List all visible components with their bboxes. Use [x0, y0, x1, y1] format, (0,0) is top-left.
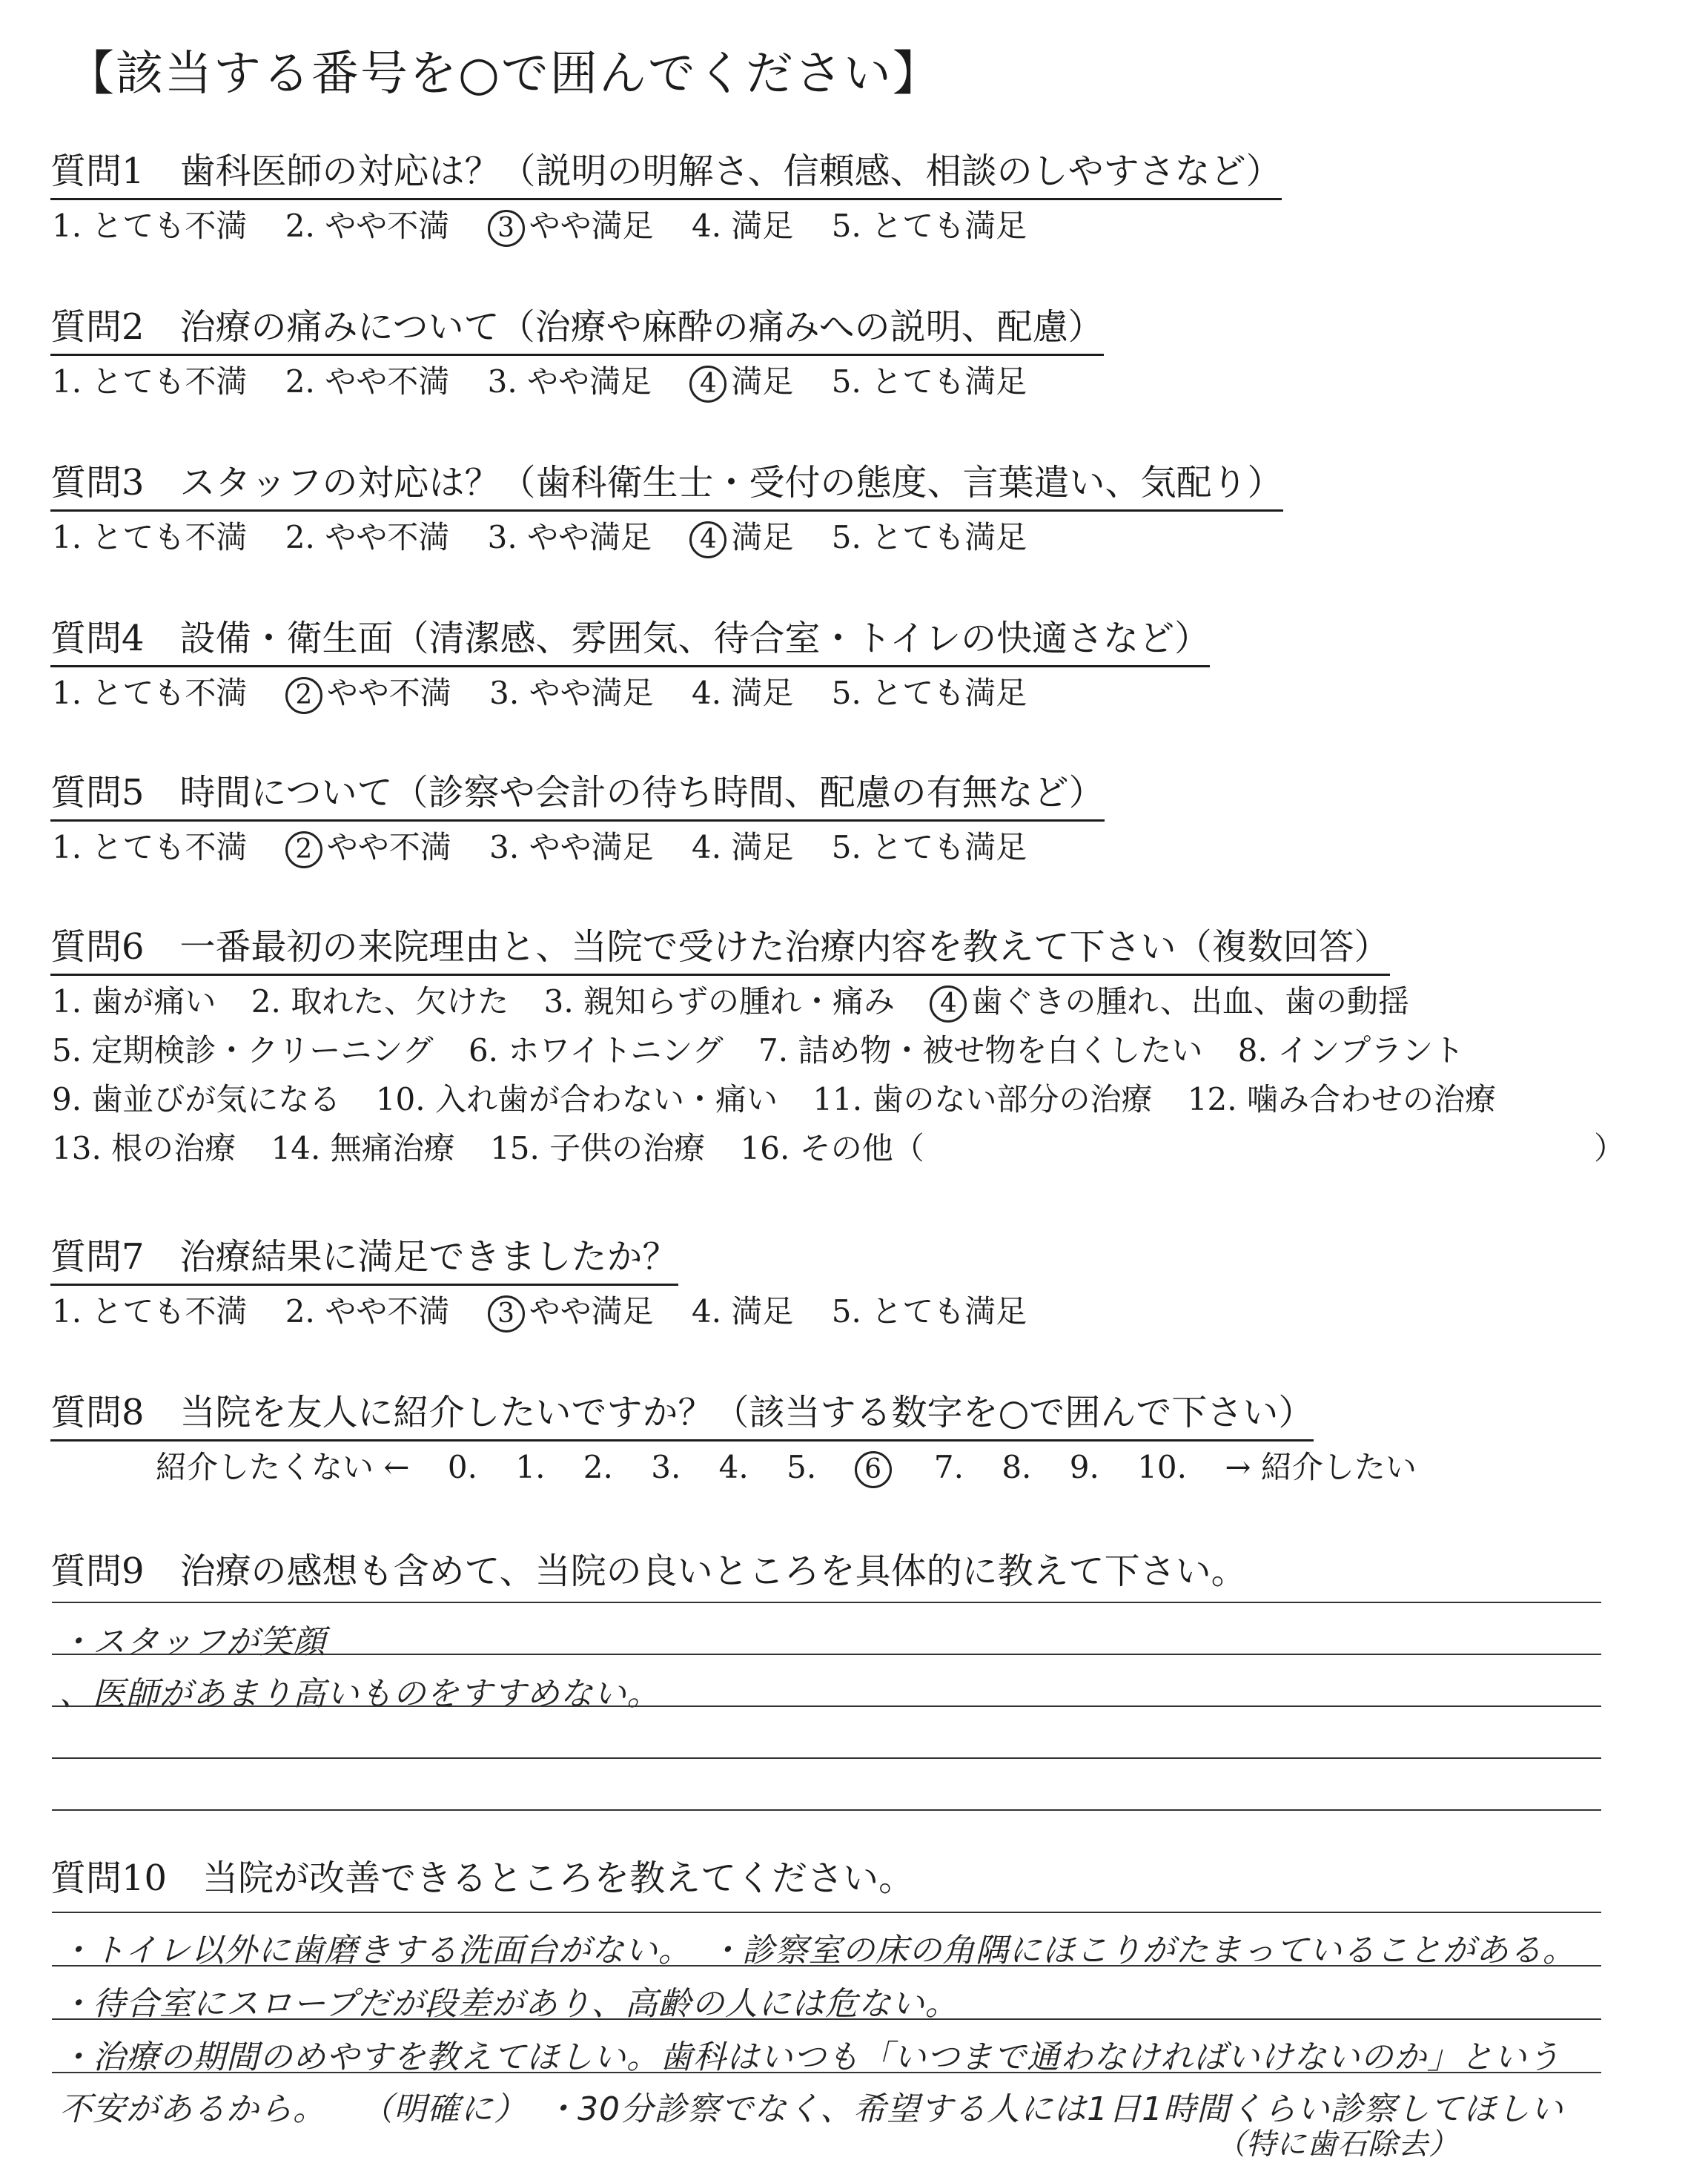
q4-option-3[interactable]: 3. やや満足	[489, 675, 654, 711]
q6-option-16[interactable]: 16. その他（	[740, 1130, 924, 1166]
selection-circle: 6	[855, 1451, 892, 1488]
q2-option-2[interactable]: 2. やや不満	[285, 363, 450, 400]
q6-option-13[interactable]: 13. 根の治療	[52, 1130, 236, 1166]
q6-line-2	[52, 1026, 1489, 1071]
q8-scale-0[interactable]: 0.	[447, 1449, 477, 1485]
q7-option-5[interactable]: 5. とても満足	[831, 1293, 1027, 1330]
q6-option-11[interactable]: 11. 歯のない部分の治療	[812, 1081, 1153, 1117]
q7-title: 質問7 治療結果に満足できましたか？	[50, 1228, 678, 1286]
q6-line-3	[52, 1075, 1521, 1120]
q6-option-10[interactable]: 10. 入れ歯が合わない・痛い	[375, 1081, 778, 1117]
q8-scale-3[interactable]: 3.	[651, 1449, 681, 1485]
form-header: 【該当する番号を○で囲んでください】	[67, 47, 941, 102]
q8-scale-9[interactable]: 9.	[1069, 1449, 1099, 1485]
q9-answer-1[interactable]: ・スタッフが笑顔	[59, 1623, 326, 1661]
q8-scale-1[interactable]: 1.	[515, 1449, 546, 1485]
answer-line	[52, 2072, 1601, 2073]
q3-option-4-label: 満足	[731, 519, 794, 555]
q10-answer-3[interactable]: ・治療の期間のめやすを教えてほしい。歯科はいつも「いつまで通わなければいけないのか」という	[59, 2038, 1560, 2076]
q3-option-2[interactable]: 2. やや不満	[285, 519, 450, 555]
q6-line-4	[52, 1124, 950, 1169]
q10-answer-5[interactable]: （特に歯石除去）	[1216, 2127, 1459, 2162]
q6-option-14[interactable]: 14. 無痛治療	[271, 1130, 455, 1166]
q6-title: 質問6 一番最初の来院理由と、当院で受けた治療内容を教えて下さい（複数回答）	[50, 918, 1390, 976]
q2-option-5[interactable]: 5. とても満足	[831, 363, 1027, 400]
q8-right-label: → 紹介したい	[1225, 1449, 1417, 1485]
q10-answer-1[interactable]: ・トイレ以外に歯磨きする洗面台がない。 ・診察室の床の角隅にほこりがたまっていることがある。	[59, 1932, 1576, 1969]
q4-option-5[interactable]: 5. とても満足	[831, 675, 1027, 711]
q5-option-2-selected[interactable]	[285, 823, 451, 868]
q2-option-4-label: 満足	[731, 363, 794, 400]
q5-option-3[interactable]: 3. やや満足	[489, 829, 654, 865]
answer-line	[52, 1809, 1601, 1811]
q6-other-close-paren: ）	[1594, 1130, 1626, 1166]
q7-option-3-label: やや満足	[529, 1293, 654, 1330]
q8-scale-5[interactable]: 5.	[787, 1449, 817, 1485]
q6-option-4-label: 歯ぐきの腫れ、出血、歯の動揺	[971, 983, 1409, 1020]
q4-option-2-label: やや不満	[326, 675, 451, 711]
q1-options	[52, 202, 1055, 247]
q4-option-2-selected[interactable]	[285, 669, 451, 714]
q6-line-1	[52, 977, 1434, 1023]
q7-option-1[interactable]: 1. とても不満	[52, 1293, 248, 1330]
q3-title: 質問3 スタッフの対応は？（歯科衛生士・受付の態度、言葉遣い、気配り）	[50, 454, 1283, 512]
selection-circle: 3	[488, 1295, 525, 1333]
q10-title: 質問10 当院が改善できるところを教えてください。	[50, 1857, 915, 1899]
q2-option-3[interactable]: 3. やや満足	[487, 363, 652, 400]
answer-line	[52, 1757, 1601, 1759]
q7-option-3-selected[interactable]	[488, 1287, 654, 1333]
q8-title: 質問8 当院を友人に紹介したいですか？（該当する数字を○で囲んで下さい）	[50, 1384, 1314, 1442]
q6-option-8[interactable]: 8. インプラント	[1237, 1032, 1465, 1069]
selection-circle: 2	[285, 831, 322, 868]
q3-options	[52, 513, 1055, 558]
q2-option-4-selected[interactable]	[689, 357, 793, 403]
q9-title: 質問9 治療の感想も含めて、当院の良いところを具体的に教えて下さい。	[50, 1551, 1247, 1592]
q8-scale	[156, 1443, 1445, 1488]
q8-scale-7[interactable]: 7.	[933, 1449, 964, 1485]
q8-scale-8[interactable]: 8.	[1002, 1449, 1032, 1485]
answer-line	[52, 1912, 1601, 1913]
q4-option-1[interactable]: 1. とても不満	[52, 675, 248, 711]
q8-scale-6-selected[interactable]	[855, 1449, 896, 1488]
selection-circle: 4	[689, 366, 726, 403]
q6-option-2[interactable]: 2. 取れた、欠けた	[251, 983, 509, 1020]
selection-circle: 2	[285, 677, 322, 714]
q6-option-12[interactable]: 12. 噛み合わせの治療	[1187, 1081, 1496, 1117]
q7-option-4[interactable]: 4. 満足	[691, 1293, 794, 1330]
q3-option-5[interactable]: 5. とても満足	[831, 519, 1027, 555]
q10-answer-2[interactable]: ・待合室にスロープだが段差があり、高齢の人には危ない。	[59, 1985, 959, 2023]
q6-option-9[interactable]: 9. 歯並びが気になる	[52, 1081, 341, 1117]
q5-options	[52, 823, 1055, 868]
q5-option-4[interactable]: 4. 満足	[691, 829, 794, 865]
q1-title: 質問1 歯科医師の対応は？（説明の明解さ、信頼感、相談のしやすさなど）	[50, 142, 1282, 200]
q8-scale-4[interactable]: 4.	[718, 1449, 749, 1485]
q5-option-1[interactable]: 1. とても不満	[52, 829, 248, 865]
q6-option-1[interactable]: 1. 歯が痛い	[52, 983, 216, 1020]
q1-option-1[interactable]: 1. とても不満	[52, 208, 248, 244]
selection-circle: 3	[488, 210, 525, 247]
q6-option-3[interactable]: 3. 親知らずの腫れ・痛み	[543, 983, 896, 1020]
q7-option-2[interactable]: 2. やや不満	[285, 1293, 450, 1330]
q3-option-4-selected[interactable]	[689, 513, 793, 558]
answer-line	[52, 1654, 1601, 1655]
answer-line	[52, 2018, 1601, 2020]
q5-option-5[interactable]: 5. とても満足	[831, 829, 1027, 865]
q6-option-4-selected[interactable]	[930, 977, 1409, 1023]
q7-options	[52, 1287, 1055, 1333]
q8-left-label: 紹介したくない ←	[156, 1449, 410, 1485]
q3-option-1[interactable]: 1. とても不満	[52, 519, 248, 555]
q5-option-2-label: やや不満	[326, 829, 451, 865]
q2-option-1[interactable]: 1. とても不満	[52, 363, 248, 400]
q1-option-5[interactable]: 5. とても満足	[831, 208, 1027, 244]
q8-scale-10[interactable]: 10.	[1137, 1449, 1187, 1485]
q6-option-7[interactable]: 7. 詰め物・被せ物を白くしたい	[758, 1032, 1203, 1069]
selection-circle: 4	[930, 985, 967, 1023]
answer-line	[52, 1602, 1601, 1603]
q4-options	[52, 669, 1055, 714]
answer-line	[52, 1705, 1601, 1707]
q6-option-6[interactable]: 6. ホワイトニング	[468, 1032, 724, 1069]
q1-option-2[interactable]: 2. やや不満	[285, 208, 450, 244]
selection-circle: 4	[689, 521, 726, 558]
q9-answer-2[interactable]: 、医師があまり高いものをすすめない。	[59, 1675, 661, 1713]
answer-line	[52, 1965, 1601, 1966]
q2-options	[52, 357, 1055, 403]
q8-scale-2[interactable]: 2.	[583, 1449, 613, 1485]
q1-option-3-label: やや満足	[529, 208, 654, 244]
q5-title: 質問5 時間について（診察や会計の待ち時間、配慮の有無など）	[50, 764, 1105, 822]
q10-answer-4[interactable]: 不安があるから。 （明確に） ・30分診察でなく、希望する人には1日1時間くらい診察してほしい	[59, 2090, 1564, 2128]
q4-title: 質問4 設備・衛生面（清潔感、雰囲気、待合室・トイレの快適さなど）	[50, 610, 1210, 667]
q4-option-4[interactable]: 4. 満足	[691, 675, 794, 711]
q6-option-15[interactable]: 15. 子供の治療	[490, 1130, 706, 1166]
q1-option-3-selected[interactable]	[488, 202, 654, 247]
q2-title: 質問2 治療の痛みについて（治療や麻酔の痛みへの説明、配慮）	[50, 298, 1104, 356]
q3-option-3[interactable]: 3. やや満足	[487, 519, 652, 555]
q6-option-5[interactable]: 5. 定期検診・クリーニング	[52, 1032, 434, 1069]
q1-option-4[interactable]: 4. 満足	[691, 208, 794, 244]
